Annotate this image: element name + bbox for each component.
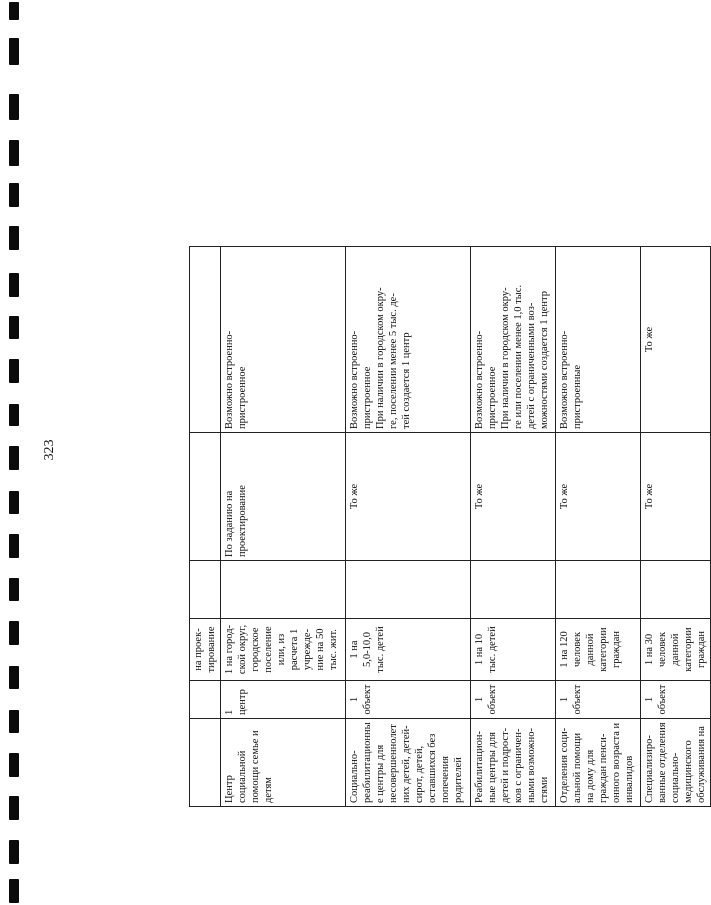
page-number: 323 — [42, 439, 57, 461]
norms-table — [189, 246, 711, 807]
cell-unit: 1 объект — [641, 681, 711, 719]
cell-name — [190, 719, 221, 807]
cell-note: То же — [641, 247, 711, 433]
cell-norm: на проек- тирование — [190, 619, 221, 681]
cell-name: Центр социальной помощи семье и детям — [221, 719, 346, 807]
cell-empty — [221, 561, 346, 619]
binding-mark — [9, 666, 19, 689]
cell-empty — [346, 561, 471, 619]
cell-basis: То же — [556, 433, 641, 561]
cell-name: Отделения соци- альной помощи на дому для граждан пенси- онного возраста и инвалидов — [556, 719, 641, 807]
cell-note: Возможно встроенно- пристроенное При наличии в городском окру- ге, поселении менее 5 тыс. де- тей создается 1 центр — [346, 247, 471, 433]
cell-norm: 1 на 30 человек данной категории граждан — [641, 619, 711, 681]
binding-mark — [9, 840, 19, 864]
table-row — [221, 247, 346, 807]
cell-note: Возможно встроенно- пристроенные — [556, 247, 641, 433]
cell-unit: 1 объект — [556, 681, 641, 719]
binding-mark — [9, 94, 19, 120]
cell-basis: То же — [346, 433, 471, 561]
cell-note: Возможно встроенно- пристроенное При наличии в городском окру- ге или поселении менее 1,0 тыс. детей с ограниченными воз- можностями создается 1 центр — [471, 247, 556, 433]
cell-norm: 1 на 10 тыс. детей — [471, 619, 556, 681]
binding-mark — [9, 491, 19, 514]
table-row — [190, 247, 221, 807]
cell-basis: То же — [641, 433, 711, 561]
binding-mark — [9, 796, 19, 820]
binding-mark — [9, 359, 19, 383]
cell-name: Специализиро- ванные отделения социально- медицинского обслуживания на — [641, 719, 711, 807]
cell-empty — [556, 561, 641, 619]
binding-mark — [9, 140, 19, 166]
cell-norm: 1 на 120 человек данной категории граждан — [556, 619, 641, 681]
binding-mark — [9, 316, 19, 339]
cell-unit: 1 центр — [221, 681, 346, 719]
binding-mark — [9, 534, 19, 558]
cell-norm: 1 на город- ской округ, городское поселение или, из расчета 1 учрежде- ние на 50 тыс. жит. — [221, 619, 346, 681]
binding-mark — [9, 183, 19, 207]
cell-unit: 1 объект — [471, 681, 556, 719]
table-row — [641, 247, 711, 807]
cell-name: Реабилитацион- ные центры для детей и подрост- ков с ограничен- ными возможно- стями — [471, 719, 556, 807]
binding-mark — [9, 446, 19, 470]
cell-norm: 1 на 5,0-10,0 тыс. детей — [346, 619, 471, 681]
cell-unit: 1 объект — [346, 681, 471, 719]
cell-empty — [190, 561, 221, 619]
cell-basis: То же — [471, 433, 556, 561]
binding-mark — [9, 38, 19, 65]
table-row — [556, 247, 641, 807]
binding-mark — [9, 273, 19, 297]
binding-mark — [9, 578, 19, 601]
binding-mark — [9, 879, 19, 903]
table-row — [471, 247, 556, 807]
rotated-table-wrapper — [189, 247, 707, 807]
cell-basis: По заданию на проектирование — [221, 433, 346, 561]
cell-unit — [190, 681, 221, 719]
cell-empty — [471, 561, 556, 619]
binding-mark — [9, 404, 19, 426]
table-row — [346, 247, 471, 807]
binding-mark — [9, 710, 19, 733]
binding-mark — [9, 226, 19, 250]
cell-note — [190, 247, 221, 433]
cell-basis — [190, 433, 221, 561]
cell-name: Социально- реабилитационны е центры для несовершеннолет них детей, детей- сирот, детей, оставшихся без попечения родителей — [346, 719, 471, 807]
binding-mark — [9, 621, 19, 645]
cell-empty — [641, 561, 711, 619]
binding-mark — [9, 753, 19, 777]
binding-mark — [9, 2, 19, 20]
cell-note: Возможно встроенно- пристроенное — [221, 247, 346, 433]
